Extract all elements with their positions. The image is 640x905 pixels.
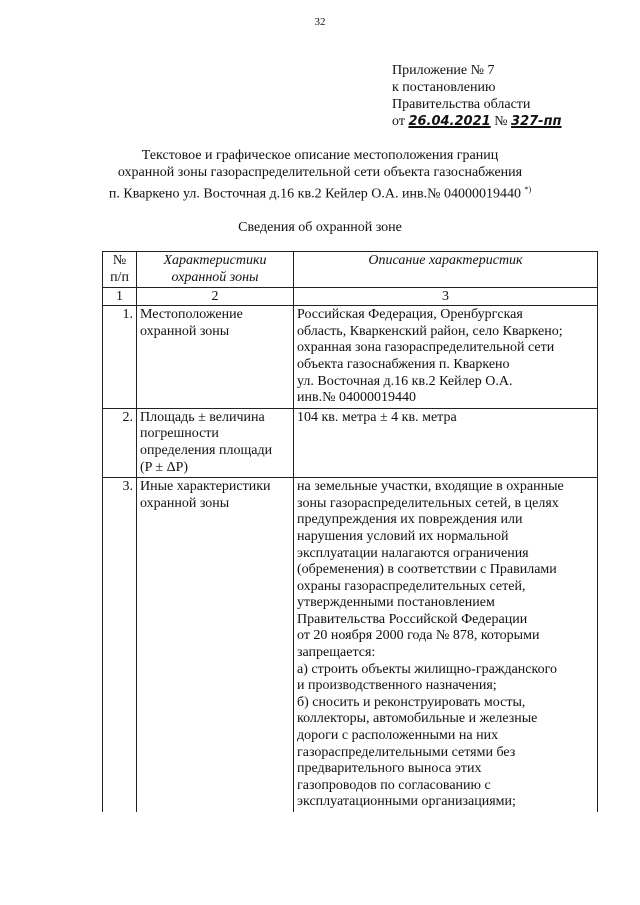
table-row [103, 478, 598, 812]
header-characteristics [137, 252, 294, 288]
header-line: п/п [110, 269, 129, 285]
page-number: 32 [314, 16, 326, 28]
description-line: объекта газоснабжения п. Кваркено [297, 356, 510, 372]
title-line: охранной зоны газораспределительной сети объекта газоснабжения [117, 165, 523, 180]
description-line: и производственного назначения; [297, 678, 497, 694]
row-number: 1. [103, 306, 137, 409]
description-line: коллекторы, автомобильные и железные [297, 711, 538, 727]
characteristic-line: погрешности [140, 426, 219, 442]
row-description [294, 478, 598, 812]
description-line: на земельные участки, входящие в охранные [297, 479, 564, 495]
description-line: нарушения условий их нормальной [297, 528, 509, 544]
description-line: запрещается: [297, 645, 376, 661]
handwritten-number: 327-пп [511, 114, 562, 129]
row-number: 3. [103, 478, 137, 812]
column-number: 3 [294, 288, 598, 306]
characteristic-line: охранной зоны [140, 323, 230, 339]
column-number: 1 [103, 288, 137, 306]
row-description [294, 408, 598, 477]
title-line-text: п. Кваркено ул. Восточная д.16 кв.2 Кейлер О.А. инв.№ 04000019440 [108, 186, 521, 202]
header-line: охранной зоны [171, 269, 259, 285]
column-number: 2 [137, 288, 294, 306]
appendix-date-line [392, 113, 562, 130]
description-line: Правительства Российской Федерации [297, 611, 528, 627]
description-line: Российская Федерация, Оренбургская [297, 307, 523, 323]
description-line: дороги с расположенными на них [297, 728, 499, 744]
appendix-line: Правительства области [392, 97, 531, 112]
table-header-row [103, 252, 598, 288]
appendix-block [392, 62, 562, 130]
header-description: Описание характеристик [294, 252, 598, 288]
column-number-row [103, 288, 598, 306]
characteristic-line: Местоположение [140, 307, 243, 323]
description-line: инв.№ 04000019440 [297, 390, 416, 406]
characteristic-line: охранной зоны [140, 495, 230, 511]
date-prefix: от [392, 114, 405, 129]
row-characteristic [137, 306, 294, 409]
characteristic-line: (P ± ΔP) [140, 459, 189, 475]
characteristic-line: определения площади [140, 442, 273, 458]
description-line: эксплуатации налагаются ограничения [297, 545, 529, 561]
table-row [103, 306, 598, 409]
header-number [103, 252, 137, 288]
footnote-mark: *) [524, 185, 532, 194]
description-line: охранная зона газораспределительной сети [297, 340, 555, 356]
section-subtitle: Сведения об охранной зоне [238, 220, 402, 235]
table-row [103, 408, 598, 477]
row-number: 2. [103, 408, 137, 477]
appendix-line: к постановлению [392, 80, 496, 95]
description-line: (обременения) в соответствии с Правилами [297, 562, 557, 578]
description-line: а) строить объекты жилищно-гражданского [297, 661, 557, 677]
title-line: Текстовое и графическое описание местоположения границ [141, 148, 499, 163]
description-line: б) сносить и реконструировать мосты, [297, 694, 526, 710]
header-line: № [112, 253, 127, 268]
title-line [0, 181, 640, 203]
description-line: область, Кваркенский район, село Кваркено; [297, 323, 563, 339]
description-line: предварительного выноса этих [297, 761, 482, 777]
characteristic-line: Площадь ± величина [140, 409, 265, 425]
description-line: эксплуатационными организациями; [297, 794, 516, 810]
number-prefix: № [494, 114, 508, 129]
appendix-line: Приложение № 7 [392, 63, 495, 78]
document-title [0, 147, 640, 203]
description-line: 104 кв. метра ± 4 кв. метра [297, 409, 457, 425]
description-line: от 20 ноября 2000 года № 878, которыми [297, 628, 540, 644]
handwritten-date: 26.04.2021 [408, 114, 491, 129]
description-line: охраны газораспределительных сетей, [297, 578, 526, 594]
characteristic-line: Иные характеристики [140, 479, 271, 495]
header-line: Характеристики [163, 253, 267, 268]
zone-table [102, 251, 598, 812]
description-line: предупреждения их повреждения или [297, 512, 523, 528]
row-characteristic [137, 408, 294, 477]
description-line: газопроводов по согласованию с [297, 777, 491, 793]
description-line: газораспределительными сетями без [297, 744, 516, 760]
description-line: зоны газораспределительных сетей, в целях [297, 495, 559, 511]
row-characteristic [137, 478, 294, 812]
description-line: утвержденными постановлением [297, 595, 495, 611]
description-line: ул. Восточная д.16 кв.2 Кейлер О.А. [297, 373, 513, 389]
row-description [294, 306, 598, 409]
